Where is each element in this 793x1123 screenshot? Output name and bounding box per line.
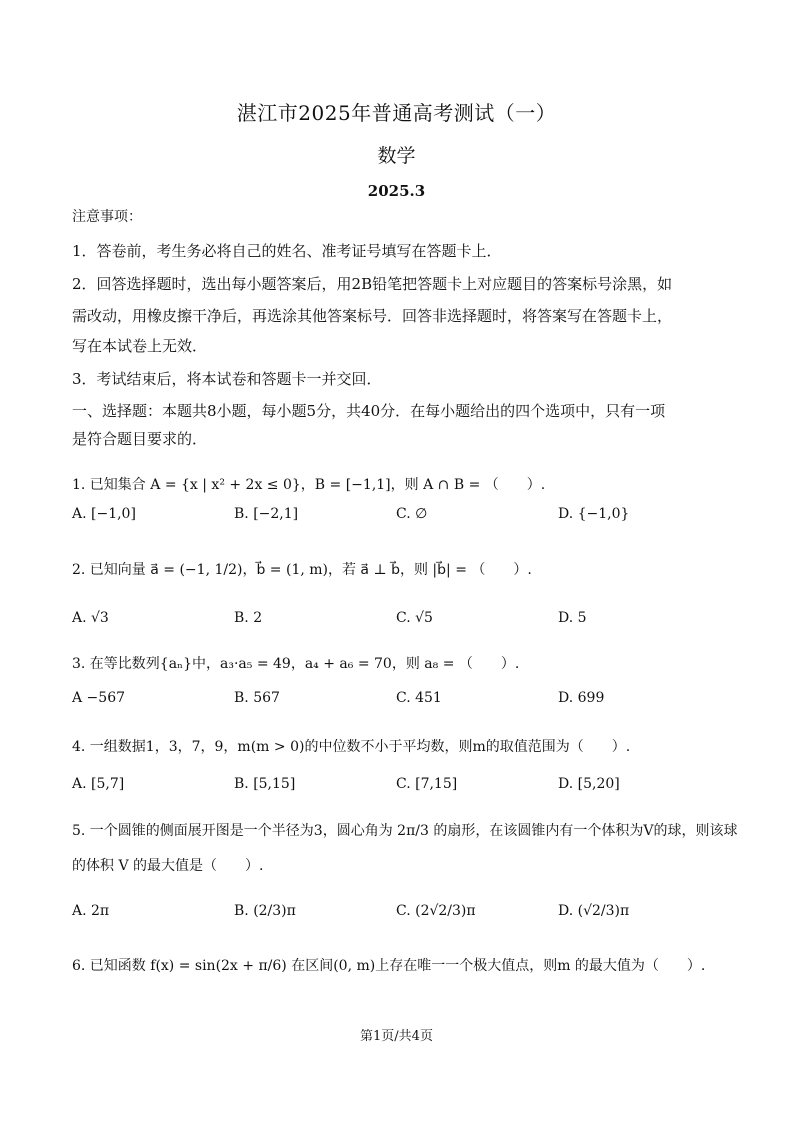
question-5-stem-line-1: 5. 一个圆锥的侧面展开图是一个半径为3，圆心角为 2π/3 的扇形，在该圆锥内有一个体积为V的球，则该球 — [72, 823, 738, 839]
question-4-option-c: C. [7,15] — [396, 776, 458, 792]
note-item-2-line-2: 需改动，用橡皮擦干净后，再选涂其他答案标号．回答非选择题时，将答案写在答题卡上， — [72, 307, 673, 325]
question-1-option-a: A. [−1,0] — [72, 506, 136, 522]
question-1-option-b: B. [−2,1] — [234, 506, 299, 522]
page-number: 第1页/共4页 — [360, 1029, 433, 1044]
note-item-3: 3．考试结束后，将本试卷和答题卡一并交回． — [72, 370, 382, 388]
question-3-option-a: A −567 — [72, 690, 126, 706]
question-3-option-d: D. 699 — [558, 690, 605, 706]
question-4-options — [72, 776, 722, 806]
exam-date: 2025.3 — [367, 182, 426, 200]
question-6-stem: 6. 已知函数 f(x) = sin(2x + π/6) 在区间(0, m)上存在唯一一个极大值点，则m 的最大值为（ ）. — [72, 958, 706, 974]
question-2-option-b: B. 2 — [234, 610, 263, 626]
question-3-options — [72, 690, 722, 720]
exam-subject: 数学 — [377, 145, 416, 167]
question-4-stem: 4. 一组数据1，3，7，9，m(m > 0)的中位数不小于平均数，则m的取值范围为（ ）. — [72, 739, 631, 755]
question-4-option-b: B. [5,15] — [234, 776, 296, 792]
question-3-stem: 3. 在等比数列{aₙ}中，a₃·a₅ = 49，a₄ + a₆ = 70，则 a₈ = （ ）. — [72, 656, 520, 672]
question-3-option-b: B. 567 — [234, 690, 280, 706]
question-2-option-d: D. 5 — [558, 610, 587, 626]
question-2-option-a: A. √3 — [72, 610, 109, 626]
question-2-option-c: C. √5 — [396, 610, 433, 626]
exam-title: 湛江市2025年普通高考测试（一） — [236, 101, 557, 125]
question-5-option-a: A. 2π — [72, 903, 110, 919]
question-4-option-d: D. [5,20] — [558, 776, 620, 792]
question-4-option-a: A. [5,7] — [72, 776, 125, 792]
question-5-option-d: D. (√2/3)π — [558, 903, 630, 919]
question-5-stem-line-2: 的体积 V 的最大值是（ ）. — [72, 858, 264, 874]
section-heading-line-1: 一、选择题：本题共8小题，每小题5分，共40分．在每小题给出的四个选项中，只有一项 — [72, 402, 666, 420]
note-item-2-line-1: 2．回答选择题时，选出每小题答案后，用2B铅笔把答题卡上对应题目的答案标号涂黑，如 — [72, 275, 673, 293]
question-5-option-b: B. (2/3)π — [234, 903, 296, 919]
question-5-option-c: C. (2√2/3)π — [396, 903, 476, 919]
question-1-options — [72, 506, 722, 536]
question-1-option-d: D. {−1,0} — [558, 506, 630, 522]
question-1-stem: 1. 已知集合 A = {x | x² + 2x ≤ 0}，B = [−1,1]，则 A ∩ B = （ ）. — [72, 477, 546, 493]
note-item-1: 1．答卷前，考生务必将自己的姓名、准考证号填写在答题卡上． — [72, 242, 502, 260]
question-2-options — [72, 610, 722, 640]
note-item-2-line-3: 写在本试卷上无效． — [72, 337, 208, 355]
section-heading-line-2: 是符合题目要求的． — [72, 430, 208, 448]
question-1-option-c: C. ∅ — [396, 506, 428, 522]
question-3-option-c: C. 451 — [396, 690, 442, 706]
notes-label: 注意事项： — [72, 209, 142, 225]
question-5-options — [72, 903, 722, 933]
question-2-stem: 2. 已知向量 a⃗ = (−1, 1/2)，b⃗ = (1, m)，若 a⃗ ⊥ b⃗，则 |b⃗| = （ ）. — [72, 562, 532, 578]
